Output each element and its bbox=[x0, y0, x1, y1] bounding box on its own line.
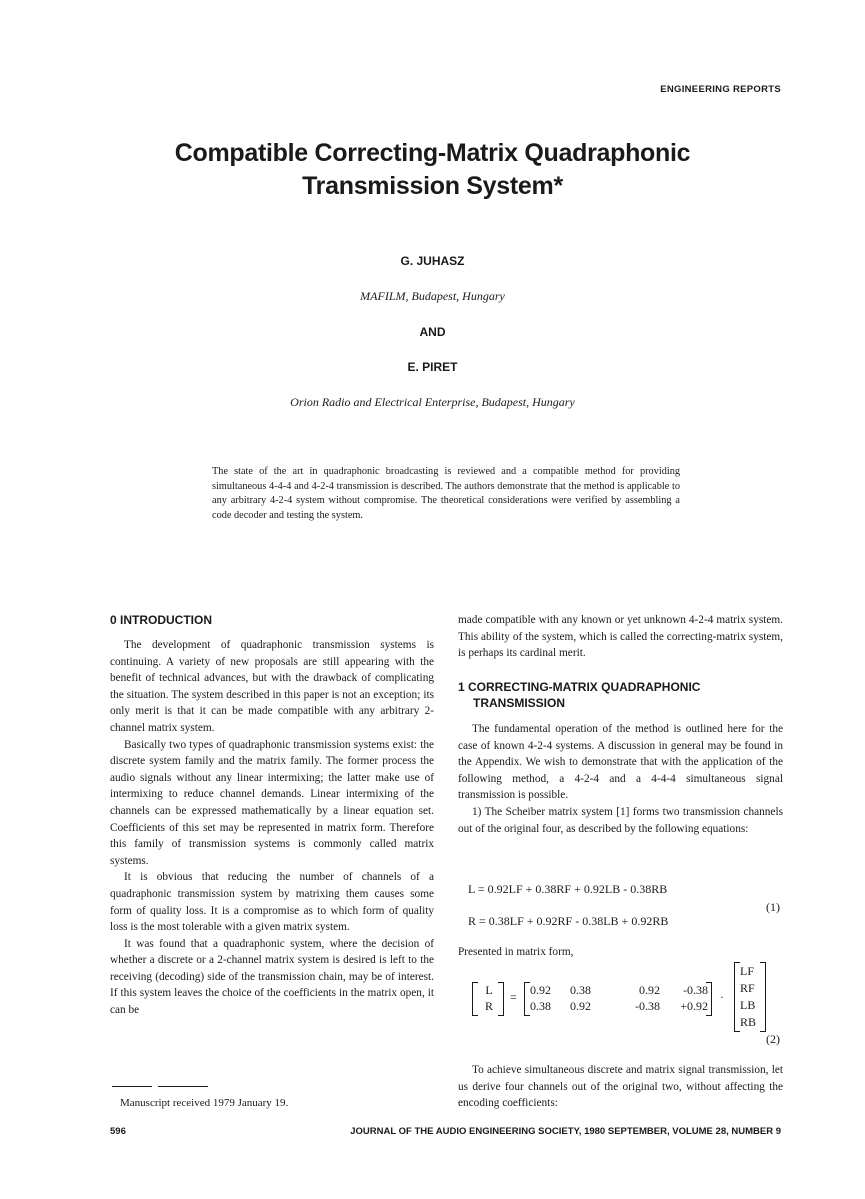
section1-heading bbox=[458, 679, 700, 711]
equation-1-number: (1) bbox=[766, 900, 780, 914]
intro-heading: 0 INTRODUCTION bbox=[110, 613, 212, 627]
author-2-name: E. PIRET bbox=[407, 360, 458, 374]
journal-citation: JOURNAL OF THE AUDIO ENGINEERING SOCIETY, 1980 SEPTEMBER, VOLUME 28, NUMBER 9 bbox=[350, 1126, 781, 1137]
abstract: The state of the art in quadraphonic broadcasting is reviewed and a compatible method for providing simultaneous 4-4-4 and 4-2-4 transmission is described. The authors demonstrate that the method is applicable to any arbitrary 4-2-4 system without compromise. The theoretical considerations were verified by assembling a code decoder and testing the system. bbox=[212, 466, 680, 521]
author-2-affiliation: Orion Radio and Electrical Enterprise, Budapest, Hungary bbox=[290, 395, 575, 409]
rhs-RF: RF bbox=[740, 981, 755, 995]
matrix-cell: 0.38 bbox=[530, 999, 551, 1013]
matrix-dot: · bbox=[720, 990, 724, 1004]
author-1-name: G. JUHASZ bbox=[400, 254, 465, 268]
coefficient-matrix bbox=[530, 982, 708, 1014]
equation-L: L = 0.92LF + 0.38RF + 0.92LB - 0.38RB bbox=[468, 882, 668, 896]
lhs-bracket-left bbox=[472, 982, 478, 1016]
section1-heading-line-2: TRANSMISSION bbox=[473, 696, 566, 710]
title-line-1: Compatible Correcting-Matrix Quadraphonic bbox=[174, 139, 691, 167]
section1-paragraph-2: 1) The Scheiber matrix system [1] forms two transmission channels out of the original four, as described by the following equations: bbox=[458, 805, 783, 835]
lhs-bracket-right bbox=[498, 982, 504, 1016]
and-label: AND bbox=[419, 325, 446, 339]
matrix-cell: 0.92 bbox=[639, 983, 660, 997]
rhs-LB: LB bbox=[740, 998, 756, 1012]
lhs-L: L bbox=[485, 983, 493, 997]
matrix-row-2 bbox=[530, 998, 708, 1014]
footnote-rule-left bbox=[112, 1086, 152, 1087]
section1-paragraph-3: To achieve simultaneous discrete and matrix signal transmission, let us derive four channels out of the original two, without affecting the encoding coefficients: bbox=[458, 1064, 783, 1110]
matrix-cell: 0.92 bbox=[530, 983, 551, 997]
page-title bbox=[0, 137, 865, 203]
equation-R: R = 0.38LF + 0.92RF - 0.38LB + 0.92RB bbox=[468, 914, 669, 928]
footnote-rule-right bbox=[158, 1086, 208, 1087]
matrix-equals: = bbox=[510, 990, 517, 1004]
matrix-cell: 0.92 bbox=[570, 999, 591, 1013]
section1-body bbox=[458, 721, 783, 837]
rhs-bracket-right bbox=[760, 962, 766, 1032]
lhs-vector bbox=[482, 982, 496, 1014]
matrix-cell: -0.38 bbox=[635, 999, 660, 1013]
equation-2-number: (2) bbox=[766, 1032, 780, 1046]
lhs-R: R bbox=[484, 999, 493, 1013]
left-column-body bbox=[110, 637, 434, 1019]
rhs-LF: LF bbox=[740, 964, 755, 978]
author-1-affiliation: MAFILM, Budapest, Hungary bbox=[360, 289, 505, 303]
rhs-RB: RB bbox=[740, 1015, 757, 1029]
section-tag: ENGINEERING REPORTS bbox=[660, 84, 781, 95]
section1-body-continued bbox=[458, 1062, 783, 1112]
footnote: Manuscript received 1979 January 19. bbox=[120, 1097, 289, 1109]
matrix-cell: -0.38 bbox=[683, 983, 708, 997]
intro-paragraph-2: Basically two types of quadraphonic transmission systems exist: the discrete system family and the matrix family. The former process the audio signals without any linear intermixing; the latter make use of intermixing to reduce channel demands. Linear intermixing of the channels can be expressed mathematically by a linear equation set. Coefficients of this set may be represented in matrix form. Therefore this family of transmission systems is commonly called matrix systems. bbox=[110, 738, 434, 867]
intro-paragraph-1: The development of quadraphonic transmission systems is continuing. A variety of new proposals are still appearing with the benefit of technical advances, but with the drawback of complicating the situation. The system described in this paper is not an exception; its only merit is that it can be made compatible with any arbitrary 2-channel matrix system. bbox=[110, 639, 434, 734]
matrix-equation bbox=[466, 962, 786, 1042]
section1-heading-line-1: 1 CORRECTING-MATRIX QUADRAPHONIC bbox=[458, 680, 701, 694]
matrix-cell: +0.92 bbox=[680, 999, 708, 1013]
right-column-continuation bbox=[458, 612, 783, 662]
page-number: 596 bbox=[110, 1126, 126, 1137]
rhs-vector bbox=[740, 963, 756, 1031]
title-line-2: Transmission System* bbox=[302, 172, 563, 200]
intro-paragraph-4: It was found that a quadraphonic system, where the decision of whether a discrete or a 2-channel matrix system is desired is left to the receiving (decoding) side of the transmission chain, may be of interest. If this system leaves the choice of the coefficients in the matrix open, it can be bbox=[110, 937, 434, 1017]
coef-bracket-right bbox=[706, 982, 712, 1016]
intro-paragraph-3: It is obvious that reducing the number of channels of a quadraphonic transmission system by matrixing them causes some form of quality loss. It is a compromise as to which form of quality loss is the most tolerable with a given matrix system. bbox=[110, 871, 434, 934]
matrix-cell: 0.38 bbox=[570, 983, 591, 997]
continuation-paragraph: made compatible with any known or yet unknown 4-2-4 matrix system. This ability of the system, which is called the correcting-matrix system, is perhaps its cardinal merit. bbox=[458, 614, 783, 660]
matrix-intro: Presented in matrix form, bbox=[458, 946, 574, 958]
matrix-row-1 bbox=[530, 982, 708, 998]
section1-paragraph-1: The fundamental operation of the method is outlined here for the case of known 4-2-4 systems. A discussion in general may be found in the Appendix. We wish to demonstrate that with the application of the following method, a 4-2-4 and a 4-4-4 simultaneous signal transmission is possible. bbox=[458, 723, 783, 802]
